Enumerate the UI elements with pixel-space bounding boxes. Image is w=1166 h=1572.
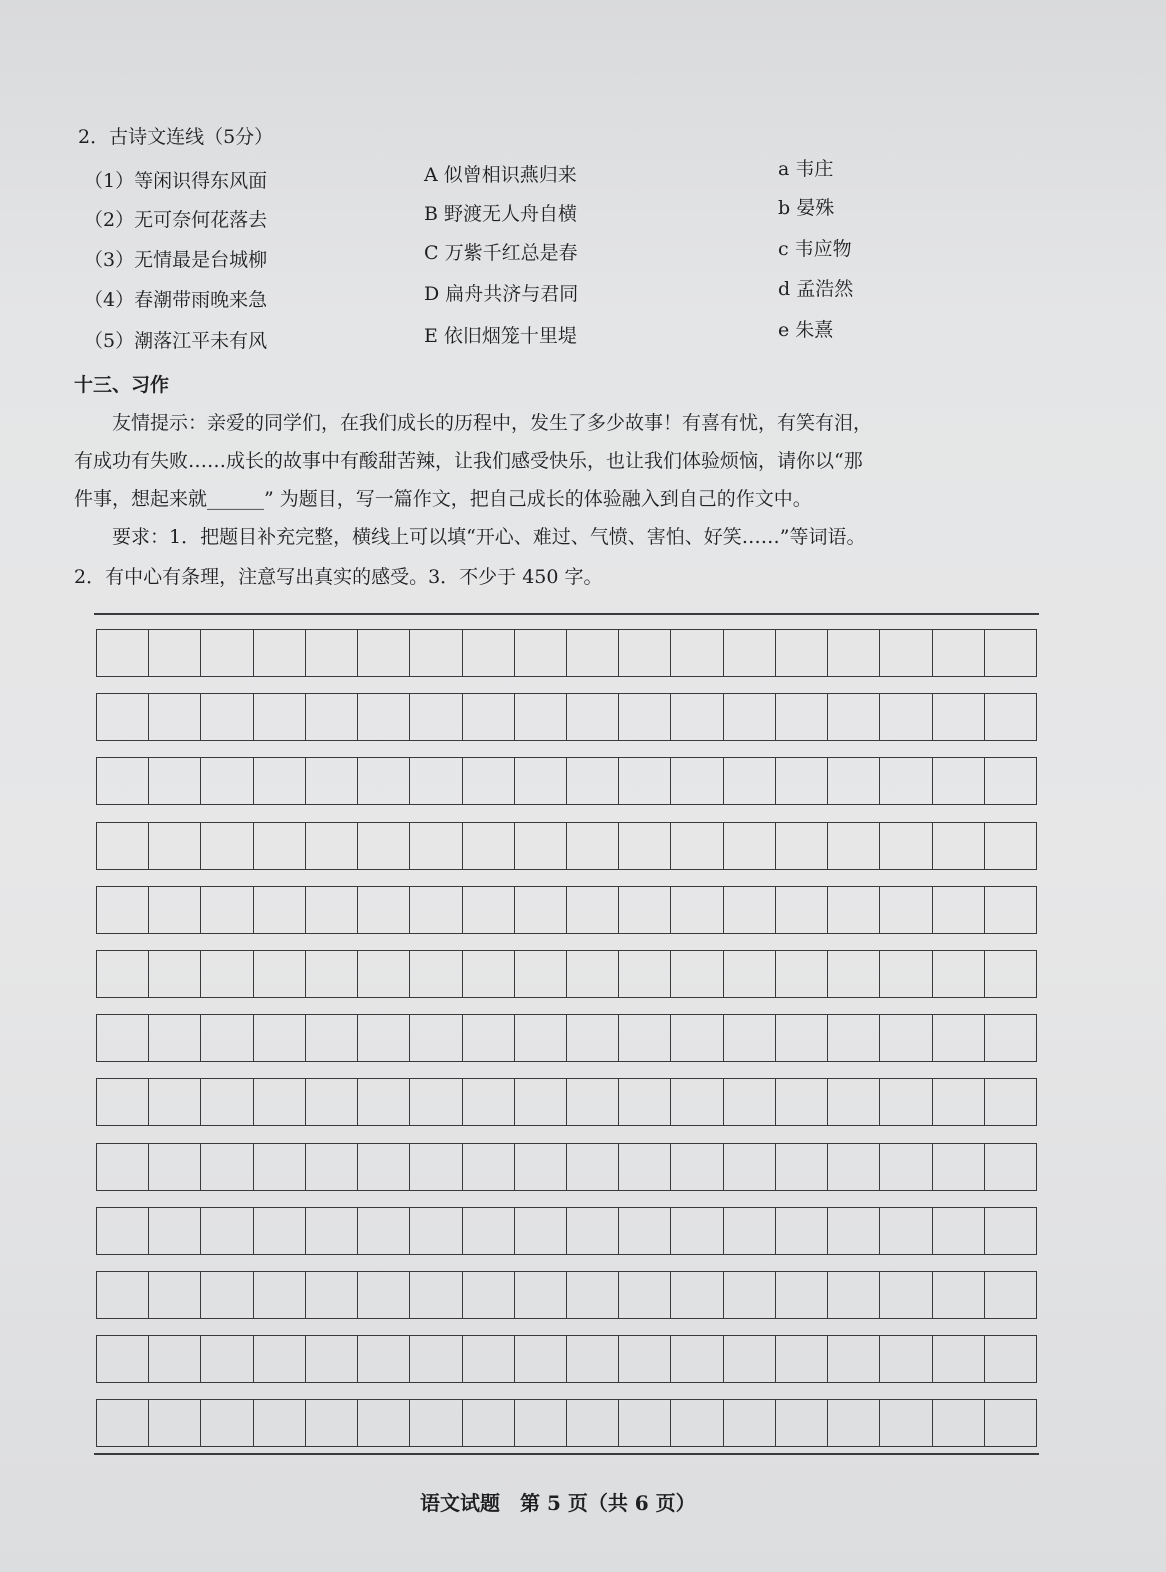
grid-cell[interactable] bbox=[828, 887, 880, 933]
grid-cell[interactable] bbox=[97, 1400, 149, 1446]
grid-cell[interactable] bbox=[149, 1144, 201, 1190]
grid-row bbox=[96, 1207, 1037, 1255]
grid-cell[interactable] bbox=[985, 758, 1036, 804]
grid-cell[interactable] bbox=[619, 694, 671, 740]
grid-cell[interactable] bbox=[97, 1079, 149, 1125]
grid-cell[interactable] bbox=[567, 1272, 619, 1318]
grid-cell[interactable] bbox=[97, 630, 149, 676]
match-poem-b: B 野渡无人舟自横 bbox=[424, 203, 578, 225]
grid-cell[interactable] bbox=[306, 1079, 358, 1125]
grid-cell[interactable] bbox=[254, 1079, 306, 1125]
grid-cell[interactable] bbox=[567, 630, 619, 676]
grid-cell[interactable] bbox=[619, 823, 671, 869]
page-footer: 语文试题 第 5 页（共 6 页） bbox=[420, 1491, 696, 1515]
grid-row bbox=[96, 1399, 1037, 1447]
match-line-2: （2）无可奈何花落去 bbox=[84, 209, 268, 231]
grid-cell[interactable] bbox=[306, 630, 358, 676]
grid-cell[interactable] bbox=[828, 758, 880, 804]
grid-cell[interactable] bbox=[515, 758, 567, 804]
grid-row bbox=[96, 1014, 1037, 1062]
grid-cell[interactable] bbox=[306, 887, 358, 933]
grid-cell[interactable] bbox=[567, 758, 619, 804]
match-poem-d: D 扁舟共济与君同 bbox=[424, 283, 579, 305]
grid-cell[interactable] bbox=[254, 823, 306, 869]
grid-row bbox=[96, 693, 1037, 741]
grid-cell[interactable] bbox=[254, 887, 306, 933]
grid-cell[interactable] bbox=[254, 630, 306, 676]
grid-cell[interactable] bbox=[201, 1272, 253, 1318]
grid-cell[interactable] bbox=[985, 823, 1036, 869]
grid-cell[interactable] bbox=[358, 1144, 410, 1190]
grid-cell[interactable] bbox=[97, 1015, 149, 1061]
grid-row bbox=[96, 950, 1037, 998]
grid-cell[interactable] bbox=[515, 1336, 567, 1382]
grid-cell[interactable] bbox=[567, 1400, 619, 1446]
grid-cell[interactable] bbox=[567, 1015, 619, 1061]
match-poem-a: A 似曾相识燕归来 bbox=[424, 164, 577, 186]
grid-cell[interactable] bbox=[619, 887, 671, 933]
grid-cell[interactable] bbox=[671, 1336, 723, 1382]
grid-row bbox=[96, 1143, 1037, 1191]
grid-cell[interactable] bbox=[358, 1208, 410, 1254]
grid-cell[interactable] bbox=[201, 1015, 253, 1061]
grid-cell[interactable] bbox=[933, 1079, 985, 1125]
grid-cell[interactable] bbox=[306, 1208, 358, 1254]
grid-cell[interactable] bbox=[671, 758, 723, 804]
grid-cell[interactable] bbox=[410, 630, 462, 676]
grid-cell[interactable] bbox=[724, 1208, 776, 1254]
prompt-line-1: 友情提示：亲爱的同学们，在我们成长的历程中，发生了多少故事！有喜有忧，有笑有泪， bbox=[74, 412, 873, 434]
match-author-a: a 韦庄 bbox=[778, 158, 834, 180]
grid-cell[interactable] bbox=[149, 951, 201, 997]
grid-cell[interactable] bbox=[149, 887, 201, 933]
requirement-line-1: 要求：1．把题目补充完整，横线上可以填“开心、难过、气愤、害怕、好笑……”等词语。 bbox=[74, 526, 866, 548]
grid-cell[interactable] bbox=[724, 1079, 776, 1125]
grid-cell[interactable] bbox=[671, 1079, 723, 1125]
grid-cell[interactable] bbox=[880, 951, 932, 997]
grid-cell[interactable] bbox=[410, 823, 462, 869]
grid-cell[interactable] bbox=[97, 758, 149, 804]
grid-cell[interactable] bbox=[149, 1272, 201, 1318]
grid-cell[interactable] bbox=[619, 1336, 671, 1382]
grid-cell[interactable] bbox=[933, 1272, 985, 1318]
grid-cell[interactable] bbox=[619, 951, 671, 997]
grid-cell[interactable] bbox=[254, 694, 306, 740]
grid-cell[interactable] bbox=[97, 823, 149, 869]
grid-cell[interactable] bbox=[201, 1208, 253, 1254]
grid-cell[interactable] bbox=[515, 887, 567, 933]
grid-cell[interactable] bbox=[567, 694, 619, 740]
grid-row bbox=[96, 822, 1037, 870]
grid-cell[interactable] bbox=[463, 951, 515, 997]
grid-cell[interactable] bbox=[358, 758, 410, 804]
grid-cell[interactable] bbox=[619, 1208, 671, 1254]
grid-cell[interactable] bbox=[410, 1015, 462, 1061]
grid-cell[interactable] bbox=[358, 1336, 410, 1382]
grid-cell[interactable] bbox=[933, 823, 985, 869]
grid-cell[interactable] bbox=[201, 951, 253, 997]
grid-cell[interactable] bbox=[306, 823, 358, 869]
grid-cell[interactable] bbox=[985, 1400, 1036, 1446]
grid-cell[interactable] bbox=[149, 1208, 201, 1254]
match-line-5: （5）潮落江平未有风 bbox=[84, 330, 268, 352]
match-line-4: （4）春潮带雨晚来急 bbox=[84, 289, 268, 311]
grid-cell[interactable] bbox=[619, 758, 671, 804]
grid-cell[interactable] bbox=[985, 1079, 1036, 1125]
grid-cell[interactable] bbox=[985, 694, 1036, 740]
prompt-line-2: 有成功有失败……成长的故事中有酸甜苦辣，让我们感受快乐，也让我们体验烦恼，请你以“那 bbox=[74, 450, 863, 472]
grid-cell[interactable] bbox=[567, 951, 619, 997]
grid-cell[interactable] bbox=[97, 1208, 149, 1254]
grid-cell[interactable] bbox=[149, 1336, 201, 1382]
grid-cell[interactable] bbox=[880, 758, 932, 804]
grid-cell[interactable] bbox=[619, 1272, 671, 1318]
grid-cell[interactable] bbox=[306, 1015, 358, 1061]
grid-cell[interactable] bbox=[776, 1015, 828, 1061]
grid-cell[interactable] bbox=[97, 887, 149, 933]
grid-cell[interactable] bbox=[358, 630, 410, 676]
prompt-line-3: 件事，想起来就______” 为题目，写一篇作文，把自己成长的体验融入到自己的作文中。 bbox=[74, 488, 812, 510]
grid-cell[interactable] bbox=[567, 823, 619, 869]
grid-cell[interactable] bbox=[306, 758, 358, 804]
grid-cell[interactable] bbox=[463, 1400, 515, 1446]
grid-cell[interactable] bbox=[776, 1208, 828, 1254]
grid-cell[interactable] bbox=[201, 1079, 253, 1125]
grid-cell[interactable] bbox=[880, 1144, 932, 1190]
grid-cell[interactable] bbox=[828, 1208, 880, 1254]
grid-cell[interactable] bbox=[515, 1079, 567, 1125]
grid-cell[interactable] bbox=[97, 1144, 149, 1190]
grid-row bbox=[96, 1078, 1037, 1126]
grid-cell[interactable] bbox=[567, 887, 619, 933]
grid-cell[interactable] bbox=[410, 758, 462, 804]
grid-cell[interactable] bbox=[567, 1336, 619, 1382]
grid-cell[interactable] bbox=[985, 1144, 1036, 1190]
grid-cell[interactable] bbox=[724, 1272, 776, 1318]
grid-cell[interactable] bbox=[724, 823, 776, 869]
grid-cell[interactable] bbox=[201, 1144, 253, 1190]
grid-cell[interactable] bbox=[410, 694, 462, 740]
grid-cell[interactable] bbox=[724, 758, 776, 804]
grid-cell[interactable] bbox=[880, 887, 932, 933]
grid-cell[interactable] bbox=[776, 1079, 828, 1125]
grid-cell[interactable] bbox=[358, 951, 410, 997]
grid-cell[interactable] bbox=[515, 630, 567, 676]
grid-cell[interactable] bbox=[619, 1400, 671, 1446]
grid-cell[interactable] bbox=[776, 1144, 828, 1190]
grid-cell[interactable] bbox=[201, 823, 253, 869]
grid-cell[interactable] bbox=[671, 694, 723, 740]
grid-cell[interactable] bbox=[515, 823, 567, 869]
grid-cell[interactable] bbox=[201, 630, 253, 676]
grid-cell[interactable] bbox=[776, 1272, 828, 1318]
grid-cell[interactable] bbox=[463, 1336, 515, 1382]
grid-cell[interactable] bbox=[97, 694, 149, 740]
grid-row bbox=[96, 1335, 1037, 1383]
grid-cell[interactable] bbox=[254, 1208, 306, 1254]
grid-cell[interactable] bbox=[201, 1400, 253, 1446]
grid-cell[interactable] bbox=[97, 951, 149, 997]
grid-cell[interactable] bbox=[254, 1336, 306, 1382]
writing-grid bbox=[94, 613, 1039, 1455]
match-poem-e: E 依旧烟笼十里堤 bbox=[424, 325, 577, 347]
grid-cell[interactable] bbox=[567, 1079, 619, 1125]
grid-cell[interactable] bbox=[254, 1144, 306, 1190]
grid-cell[interactable] bbox=[985, 630, 1036, 676]
grid-cell[interactable] bbox=[358, 1272, 410, 1318]
grid-cell[interactable] bbox=[776, 1336, 828, 1382]
grid-cell[interactable] bbox=[149, 694, 201, 740]
grid-cell[interactable] bbox=[724, 887, 776, 933]
grid-cell[interactable] bbox=[828, 1272, 880, 1318]
grid-cell[interactable] bbox=[671, 951, 723, 997]
grid-cell[interactable] bbox=[828, 1400, 880, 1446]
grid-cell[interactable] bbox=[671, 1400, 723, 1446]
grid-cell[interactable] bbox=[358, 1400, 410, 1446]
grid-cell[interactable] bbox=[724, 951, 776, 997]
grid-cell[interactable] bbox=[776, 951, 828, 997]
grid-cell[interactable] bbox=[149, 1400, 201, 1446]
grid-cell[interactable] bbox=[828, 823, 880, 869]
grid-cell[interactable] bbox=[463, 823, 515, 869]
match-line-3: （3）无情最是台城柳 bbox=[84, 249, 268, 271]
grid-cell[interactable] bbox=[985, 1015, 1036, 1061]
match-author-d: d 孟浩然 bbox=[778, 278, 854, 300]
grid-cell[interactable] bbox=[515, 694, 567, 740]
grid-cell[interactable] bbox=[933, 951, 985, 997]
grid-cell[interactable] bbox=[515, 1400, 567, 1446]
grid-cell[interactable] bbox=[724, 1400, 776, 1446]
grid-row bbox=[96, 757, 1037, 805]
grid-cell[interactable] bbox=[671, 630, 723, 676]
grid-cell[interactable] bbox=[933, 1015, 985, 1061]
grid-cell[interactable] bbox=[671, 887, 723, 933]
grid-cell[interactable] bbox=[933, 1336, 985, 1382]
grid-cell[interactable] bbox=[933, 887, 985, 933]
grid-cell[interactable] bbox=[828, 694, 880, 740]
grid-cell[interactable] bbox=[463, 1272, 515, 1318]
grid-cell[interactable] bbox=[880, 1336, 932, 1382]
grid-cell[interactable] bbox=[933, 1400, 985, 1446]
grid-cell[interactable] bbox=[515, 1208, 567, 1254]
grid-cell[interactable] bbox=[828, 951, 880, 997]
grid-cell[interactable] bbox=[306, 1272, 358, 1318]
grid-cell[interactable] bbox=[776, 1400, 828, 1446]
grid-cell[interactable] bbox=[880, 1015, 932, 1061]
grid-cell[interactable] bbox=[880, 1272, 932, 1318]
grid-cell[interactable] bbox=[463, 1144, 515, 1190]
grid-cell[interactable] bbox=[933, 1144, 985, 1190]
grid-cell[interactable] bbox=[619, 1015, 671, 1061]
match-author-e: e 朱熹 bbox=[778, 319, 834, 341]
grid-cell[interactable] bbox=[985, 1272, 1036, 1318]
grid-cell[interactable] bbox=[933, 630, 985, 676]
grid-cell[interactable] bbox=[201, 887, 253, 933]
grid-cell[interactable] bbox=[410, 1144, 462, 1190]
grid-cell[interactable] bbox=[933, 694, 985, 740]
grid-row bbox=[96, 629, 1037, 677]
match-line-1: （1）等闲识得东风面 bbox=[84, 170, 268, 192]
grid-cell[interactable] bbox=[776, 887, 828, 933]
grid-cell[interactable] bbox=[724, 1336, 776, 1382]
grid-cell[interactable] bbox=[828, 1015, 880, 1061]
grid-cell[interactable] bbox=[149, 758, 201, 804]
grid-cell[interactable] bbox=[410, 887, 462, 933]
grid-cell[interactable] bbox=[201, 1336, 253, 1382]
grid-cell[interactable] bbox=[567, 1208, 619, 1254]
grid-cell[interactable] bbox=[724, 630, 776, 676]
grid-cell[interactable] bbox=[149, 630, 201, 676]
match-author-b: b 晏殊 bbox=[778, 197, 835, 219]
grid-cell[interactable] bbox=[97, 1336, 149, 1382]
grid-cell[interactable] bbox=[828, 1336, 880, 1382]
grid-cell[interactable] bbox=[306, 951, 358, 997]
grid-cell[interactable] bbox=[306, 1400, 358, 1446]
requirement-line-2: 2．有中心有条理，注意写出真实的感受。3．不少于 450 字。 bbox=[74, 566, 603, 588]
grid-cell[interactable] bbox=[671, 823, 723, 869]
grid-cell[interactable] bbox=[985, 887, 1036, 933]
question2-title: 2．古诗文连线（5分） bbox=[78, 126, 274, 148]
grid-cell[interactable] bbox=[410, 1400, 462, 1446]
grid-cell[interactable] bbox=[463, 630, 515, 676]
grid-cell[interactable] bbox=[254, 758, 306, 804]
grid-cell[interactable] bbox=[985, 1208, 1036, 1254]
grid-cell[interactable] bbox=[149, 823, 201, 869]
grid-cell[interactable] bbox=[463, 1208, 515, 1254]
grid-cell[interactable] bbox=[880, 823, 932, 869]
grid-cell[interactable] bbox=[619, 1079, 671, 1125]
grid-cell[interactable] bbox=[880, 1208, 932, 1254]
grid-cell[interactable] bbox=[880, 1400, 932, 1446]
grid-cell[interactable] bbox=[463, 1015, 515, 1061]
grid-cell[interactable] bbox=[358, 887, 410, 933]
grid-cell[interactable] bbox=[985, 1336, 1036, 1382]
grid-cell[interactable] bbox=[149, 1015, 201, 1061]
grid-cell[interactable] bbox=[410, 1208, 462, 1254]
grid-cell[interactable] bbox=[880, 1079, 932, 1125]
grid-row bbox=[96, 1271, 1037, 1319]
grid-cell[interactable] bbox=[201, 694, 253, 740]
grid-cell[interactable] bbox=[410, 1079, 462, 1125]
section-title: 十三、习作 bbox=[74, 374, 170, 396]
grid-cell[interactable] bbox=[776, 630, 828, 676]
grid-cell[interactable] bbox=[410, 1336, 462, 1382]
grid-cell[interactable] bbox=[254, 951, 306, 997]
grid-cell[interactable] bbox=[933, 1208, 985, 1254]
grid-cell[interactable] bbox=[828, 630, 880, 676]
grid-cell[interactable] bbox=[254, 1400, 306, 1446]
grid-cell[interactable] bbox=[724, 1144, 776, 1190]
grid-cell[interactable] bbox=[463, 758, 515, 804]
grid-cell[interactable] bbox=[985, 951, 1036, 997]
grid-cell[interactable] bbox=[880, 630, 932, 676]
grid-cell[interactable] bbox=[515, 951, 567, 997]
grid-cell[interactable] bbox=[724, 694, 776, 740]
grid-cell[interactable] bbox=[724, 1015, 776, 1061]
match-author-c: c 韦应物 bbox=[778, 238, 852, 260]
grid-cell[interactable] bbox=[201, 758, 253, 804]
grid-cell[interactable] bbox=[515, 1272, 567, 1318]
grid-cell[interactable] bbox=[828, 1144, 880, 1190]
grid-cell[interactable] bbox=[358, 1015, 410, 1061]
grid-cell[interactable] bbox=[671, 1272, 723, 1318]
grid-cell[interactable] bbox=[306, 1144, 358, 1190]
grid-cell[interactable] bbox=[515, 1144, 567, 1190]
grid-cell[interactable] bbox=[776, 694, 828, 740]
grid-cell[interactable] bbox=[306, 1336, 358, 1382]
grid-cell[interactable] bbox=[515, 1015, 567, 1061]
grid-cell[interactable] bbox=[828, 1079, 880, 1125]
grid-cell[interactable] bbox=[619, 630, 671, 676]
grid-cell[interactable] bbox=[463, 694, 515, 740]
grid-cell[interactable] bbox=[671, 1015, 723, 1061]
grid-row bbox=[96, 886, 1037, 934]
grid-cell[interactable] bbox=[306, 694, 358, 740]
grid-cell[interactable] bbox=[671, 1144, 723, 1190]
grid-cell[interactable] bbox=[358, 1079, 410, 1125]
grid-cell[interactable] bbox=[776, 823, 828, 869]
grid-cell[interactable] bbox=[254, 1015, 306, 1061]
grid-cell[interactable] bbox=[358, 694, 410, 740]
grid-cell[interactable] bbox=[933, 758, 985, 804]
grid-cell[interactable] bbox=[776, 758, 828, 804]
match-poem-c: C 万紫千红总是春 bbox=[424, 242, 578, 264]
grid-cell[interactable] bbox=[410, 951, 462, 997]
grid-cell[interactable] bbox=[254, 1272, 306, 1318]
grid-cell[interactable] bbox=[619, 1144, 671, 1190]
grid-cell[interactable] bbox=[671, 1208, 723, 1254]
grid-cell[interactable] bbox=[358, 823, 410, 869]
grid-cell[interactable] bbox=[880, 694, 932, 740]
grid-cell[interactable] bbox=[149, 1079, 201, 1125]
grid-cell[interactable] bbox=[463, 1079, 515, 1125]
grid-cell[interactable] bbox=[97, 1272, 149, 1318]
grid-cell[interactable] bbox=[567, 1144, 619, 1190]
grid-cell[interactable] bbox=[410, 1272, 462, 1318]
grid-cell[interactable] bbox=[463, 887, 515, 933]
